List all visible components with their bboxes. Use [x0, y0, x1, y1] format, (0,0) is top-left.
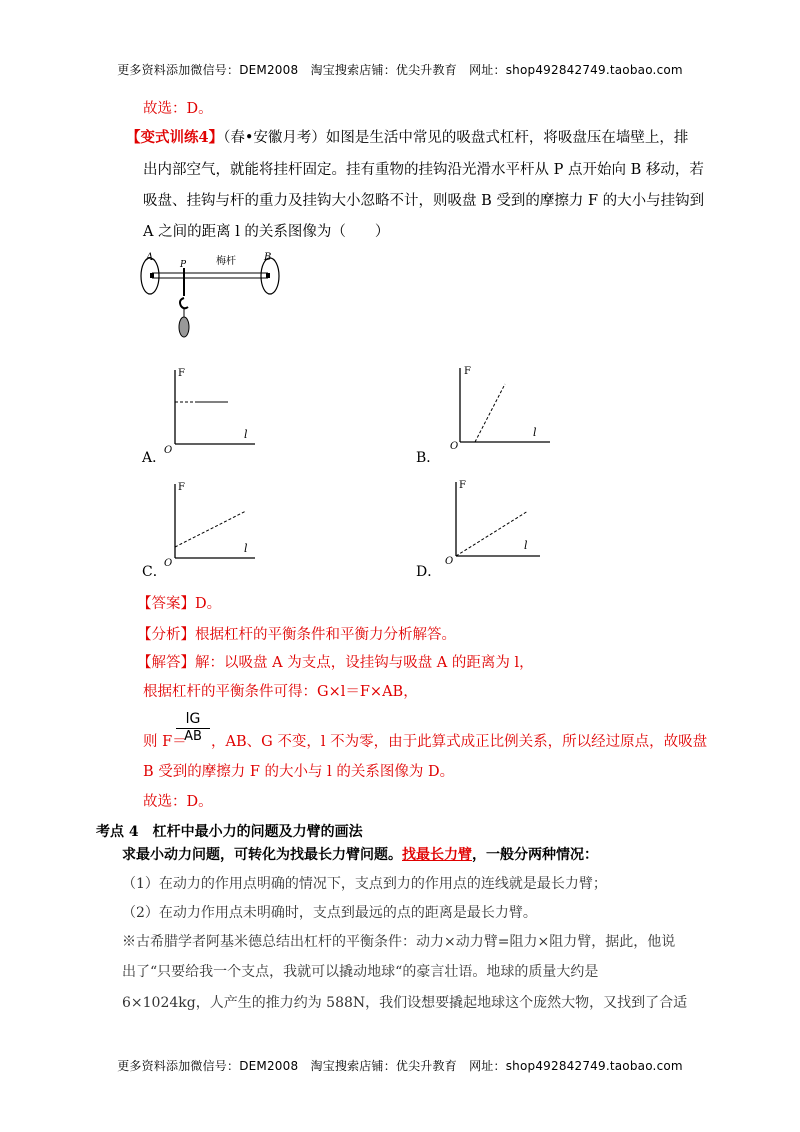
- graph-d-line: [456, 511, 528, 556]
- exercise-text-1: （春•安徽月考）如图是生活中常见的吸盘式杠杆，将吸盘压在墙壁上，排: [223, 130, 689, 146]
- graph-d: [440, 476, 550, 566]
- solve-tag: 【解答】: [137, 655, 195, 671]
- fraction-numerator: lG: [185, 711, 201, 727]
- exercise-tag: 【变式训练4】: [126, 129, 224, 146]
- lead-highlight: 找最长力臂: [402, 847, 472, 863]
- then-pre: 则 F＝: [143, 734, 187, 750]
- label-rod: 梅杆: [216, 256, 236, 267]
- graph-a: [160, 364, 260, 454]
- exercise-line-1: [126, 128, 688, 148]
- graph-a-origin: O: [164, 445, 173, 454]
- section-note-1: ※古希腊学者阿基米德总结出杠杆的平衡条件：动力×动力臂=阻力×阻力臂，据此，他说: [122, 934, 676, 950]
- graph-c-y-label: F: [178, 482, 185, 493]
- section-item-1: （1）在动力的作用点明确的情况下，支点到力的作用点的连线就是最长力臂；: [122, 876, 607, 892]
- section-title: 考点 4 杠杆中最小力的问题及力臂的画法: [96, 824, 363, 840]
- hook-icon: [180, 298, 188, 308]
- final-answer: 故选：D。: [143, 794, 213, 810]
- lead-pre: 求最小动力问题，可转化为找最长力臂问题。: [122, 847, 402, 863]
- option-a-label: A．: [142, 450, 167, 466]
- graph-d-x-label: l: [524, 539, 528, 552]
- graph-b-origin: O: [450, 441, 459, 452]
- option-b-label: B．: [416, 450, 441, 466]
- label-a: A: [146, 252, 154, 263]
- label-p: P: [180, 260, 187, 270]
- lever-figure: [136, 248, 286, 343]
- analysis-line: [137, 625, 456, 645]
- option-c-label: C．: [142, 564, 167, 580]
- answer-line: [137, 594, 221, 614]
- analysis-tag: 【分析】: [137, 627, 195, 643]
- graph-c-x-label: l: [244, 542, 248, 555]
- fraction-denominator: AB: [184, 729, 202, 744]
- graph-b-y-label: F: [464, 366, 471, 377]
- solve-line: [137, 653, 534, 673]
- solve-text: 解：以吸盘 A 为支点，设挂钩与吸盘 A 的距离为 l，: [195, 655, 534, 671]
- graph-c-origin: O: [164, 558, 173, 568]
- graph-b: [445, 362, 555, 452]
- lead-post: ，一般分两种情况：: [472, 847, 598, 863]
- graph-d-y-label: F: [459, 480, 466, 491]
- graph-c-line: [175, 511, 246, 547]
- graph-c: [160, 478, 260, 568]
- answer-value: D。: [195, 596, 222, 612]
- then-post: ，AB、G 不变，l 不为零，由于此算式成正比例关系，所以经过原点，故吸盘: [211, 734, 708, 750]
- graph-a-y-label: F: [178, 368, 185, 379]
- graph-b-x-label: l: [533, 426, 537, 439]
- section-note-3: 6×1024kg，人产生的推力约为 588N，我们设想要撬起地球这个庞然大物，又找到了合适: [122, 995, 688, 1011]
- graph-d-origin: O: [445, 556, 454, 566]
- graph-b-line: [475, 384, 505, 442]
- answer-tag: 【答案】: [137, 596, 195, 612]
- exercise-line-4: A 之间的距离 l 的关系图像为（ ）: [143, 224, 390, 240]
- option-d-label: D．: [416, 564, 442, 580]
- page-footer: 更多资料添加微信号：DEM2008 淘宝搜索店铺：优尖升教育 网址：shop492842749.taobao.com: [117, 1059, 683, 1073]
- exercise-line-3: 吸盘、挂钩与杆的重力及挂钩大小忽略不计，则吸盘 B 受到的摩擦力 F 的大小与挂钩到: [143, 193, 705, 209]
- section-item-2: （2）在动力作用点未明确时，支点到最远的点的距离是最长力臂。: [122, 905, 537, 921]
- label-b: B: [264, 252, 272, 263]
- weight-icon: [179, 317, 189, 337]
- then-line-2: B 受到的摩擦力 F 的大小与 l 的关系图像为 D。: [143, 764, 455, 780]
- exercise-line-2: 出内部空气，就能将挂杆固定。挂有重物的挂钩沿光滑水平杆从 P 点开始向 B 移动，若: [143, 162, 704, 178]
- condition-line: 根据杠杆的平衡条件可得：G×l＝F×AB，: [143, 684, 418, 700]
- graph-a-x-label: l: [244, 428, 248, 441]
- page-header: 更多资料添加微信号：DEM2008 淘宝搜索店铺：优尖升教育 网址：shop492842749.taobao.com: [117, 63, 683, 77]
- analysis-text: 根据杠杆的平衡条件和平衡力分析解答。: [195, 627, 456, 643]
- prev-answer: 故选：D。: [143, 101, 213, 117]
- section-lead: [122, 845, 598, 865]
- section-note-2: 出了“只要给我一个支点，我就可以撬动地球“的豪言壮语。地球的质量大约是: [122, 964, 599, 980]
